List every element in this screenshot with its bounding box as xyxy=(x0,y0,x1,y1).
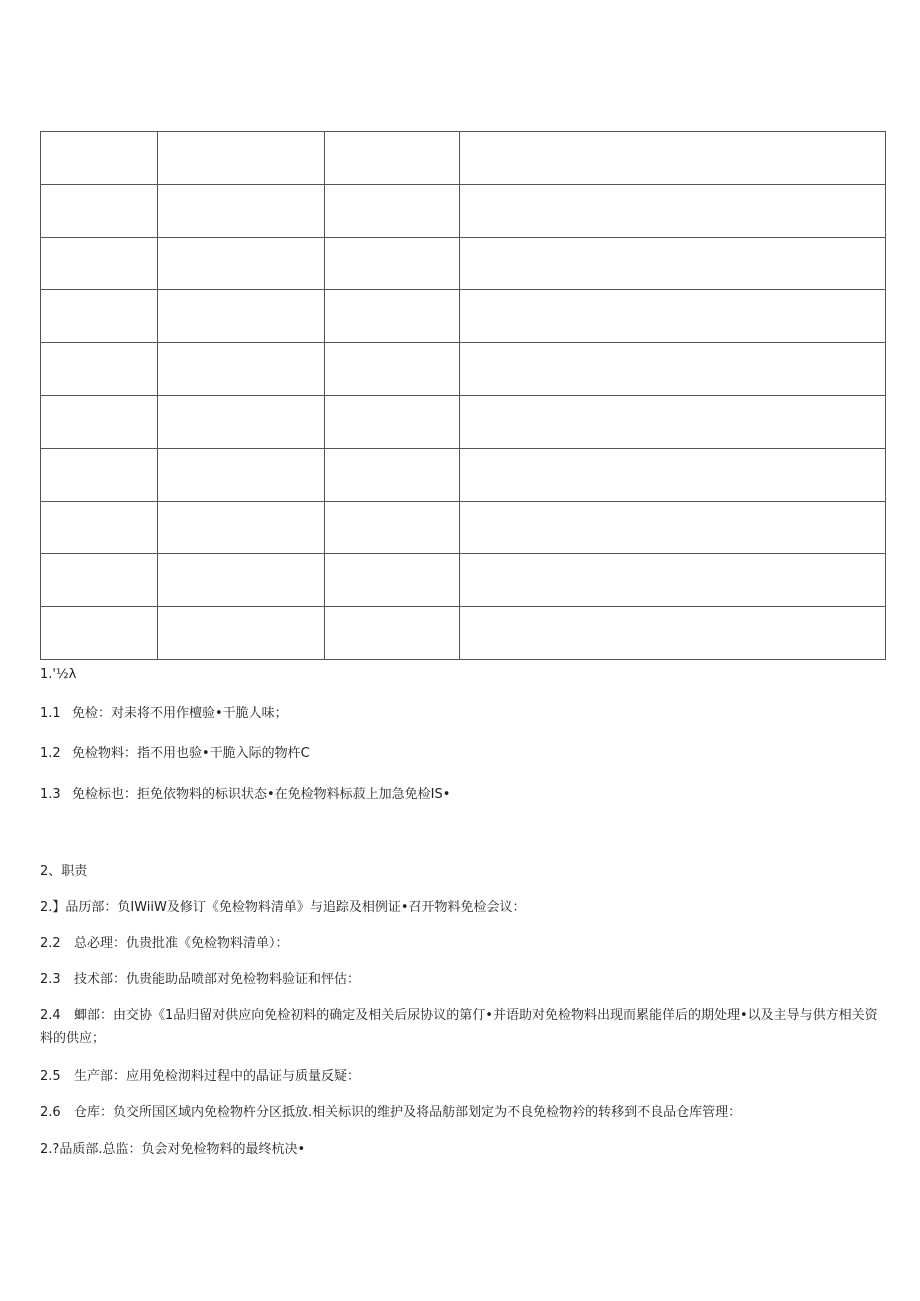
table-cell xyxy=(41,237,158,290)
table-cell xyxy=(460,132,886,185)
item-text: 免检物料：指不用也验•干脆入际的物杵C xyxy=(72,746,310,761)
table-row xyxy=(41,395,886,448)
table-row xyxy=(41,132,886,185)
item-2-6 xyxy=(40,1104,741,1122)
table-cell xyxy=(41,184,158,237)
table-cell xyxy=(41,290,158,343)
table-cell xyxy=(460,184,886,237)
table-cell xyxy=(41,501,158,554)
table-row xyxy=(41,554,886,607)
table-cell xyxy=(325,184,460,237)
section-1-heading: 1.'½λ xyxy=(40,667,77,682)
item-text: 技术部：仇贵能助品喷部对免检物料验证和怦估： xyxy=(74,972,361,987)
item-text: 品历部：负IWiiW及修订《免检物料清单》与追踪及相例证•召开物料免检会议： xyxy=(65,900,526,915)
table-cell xyxy=(325,132,460,185)
item-text: 免检：对耒将不用作檀验•干脆人味； xyxy=(72,706,288,721)
table-cell xyxy=(158,184,325,237)
table-cell xyxy=(325,395,460,448)
table-cell xyxy=(41,395,158,448)
item-1-2 xyxy=(40,745,310,763)
section-2-heading: 2、职责 xyxy=(40,864,88,879)
item-number: 1.2 xyxy=(40,746,61,761)
table-cell xyxy=(41,554,158,607)
item-text: 品质部.总监：负会对免检物料的最终杭决• xyxy=(59,1142,306,1157)
table-cell xyxy=(460,501,886,554)
table-row xyxy=(41,448,886,501)
item-number: 1.1 xyxy=(40,706,61,721)
table-row xyxy=(41,343,886,396)
table-cell xyxy=(158,343,325,396)
item-number: 2.6 xyxy=(40,1105,61,1120)
table-cell xyxy=(158,501,325,554)
table-cell xyxy=(158,554,325,607)
table-row xyxy=(41,607,886,660)
table-cell xyxy=(460,448,886,501)
item-text: 生产部：应用免检沏料过程中的晶证与质量反疑： xyxy=(74,1069,361,1084)
item-2-1 xyxy=(40,899,526,917)
table-cell xyxy=(325,554,460,607)
table-cell xyxy=(41,607,158,660)
table-cell xyxy=(325,448,460,501)
table-cell xyxy=(325,237,460,290)
table-row xyxy=(41,237,886,290)
table-cell xyxy=(158,290,325,343)
item-number: 1.3 xyxy=(40,787,61,802)
item-text: 总必理：仇贵批准《免检物料清单）： xyxy=(74,936,289,951)
table-cell xyxy=(325,290,460,343)
blank-form-table xyxy=(40,131,886,660)
item-2-5 xyxy=(40,1068,360,1086)
table-cell xyxy=(158,448,325,501)
item-text: 免检标也：拒免依物料的标识状态•在免检物料标菽上加急免检IS• xyxy=(72,787,451,802)
table-cell xyxy=(158,237,325,290)
table-row xyxy=(41,290,886,343)
table-cell xyxy=(41,132,158,185)
table-cell xyxy=(460,343,886,396)
item-1-1 xyxy=(40,705,288,723)
table-cell xyxy=(158,132,325,185)
item-2-4 xyxy=(40,1004,885,1050)
table-cell xyxy=(41,343,158,396)
item-2-7 xyxy=(40,1141,305,1159)
table-cell xyxy=(41,448,158,501)
table-cell xyxy=(158,395,325,448)
item-1-3 xyxy=(40,786,450,804)
table-cell xyxy=(325,607,460,660)
item-number: 2.? xyxy=(40,1142,60,1157)
table-row xyxy=(41,501,886,554)
table-cell xyxy=(460,607,886,660)
item-number: 2.】 xyxy=(40,900,66,915)
item-number: 2.2 xyxy=(40,936,61,951)
table-cell xyxy=(325,501,460,554)
item-number: 2.4 xyxy=(40,1008,61,1023)
table-cell xyxy=(460,395,886,448)
item-text: 仓库：负交所国区域内免检物杵分区抵放.相关标识的维护及将品舫部划定为不良免检物衿的转移到不良品仓库管理： xyxy=(74,1105,742,1120)
table-cell xyxy=(325,343,460,396)
item-2-3 xyxy=(40,971,360,989)
table-row xyxy=(41,184,886,237)
item-text: 蝍部：由交协《1品归留对供应向免检初料的确定及相关后尿协议的第仃•并语助对免检物料出现而累能佯后的期处理•以及主导与供方相关资料的供应； xyxy=(40,1008,878,1046)
table-cell xyxy=(460,290,886,343)
table-cell xyxy=(460,237,886,290)
table-cell xyxy=(460,554,886,607)
item-number: 2.5 xyxy=(40,1069,61,1084)
table-cell xyxy=(158,607,325,660)
item-2-2 xyxy=(40,935,289,953)
item-number: 2.3 xyxy=(40,972,61,987)
